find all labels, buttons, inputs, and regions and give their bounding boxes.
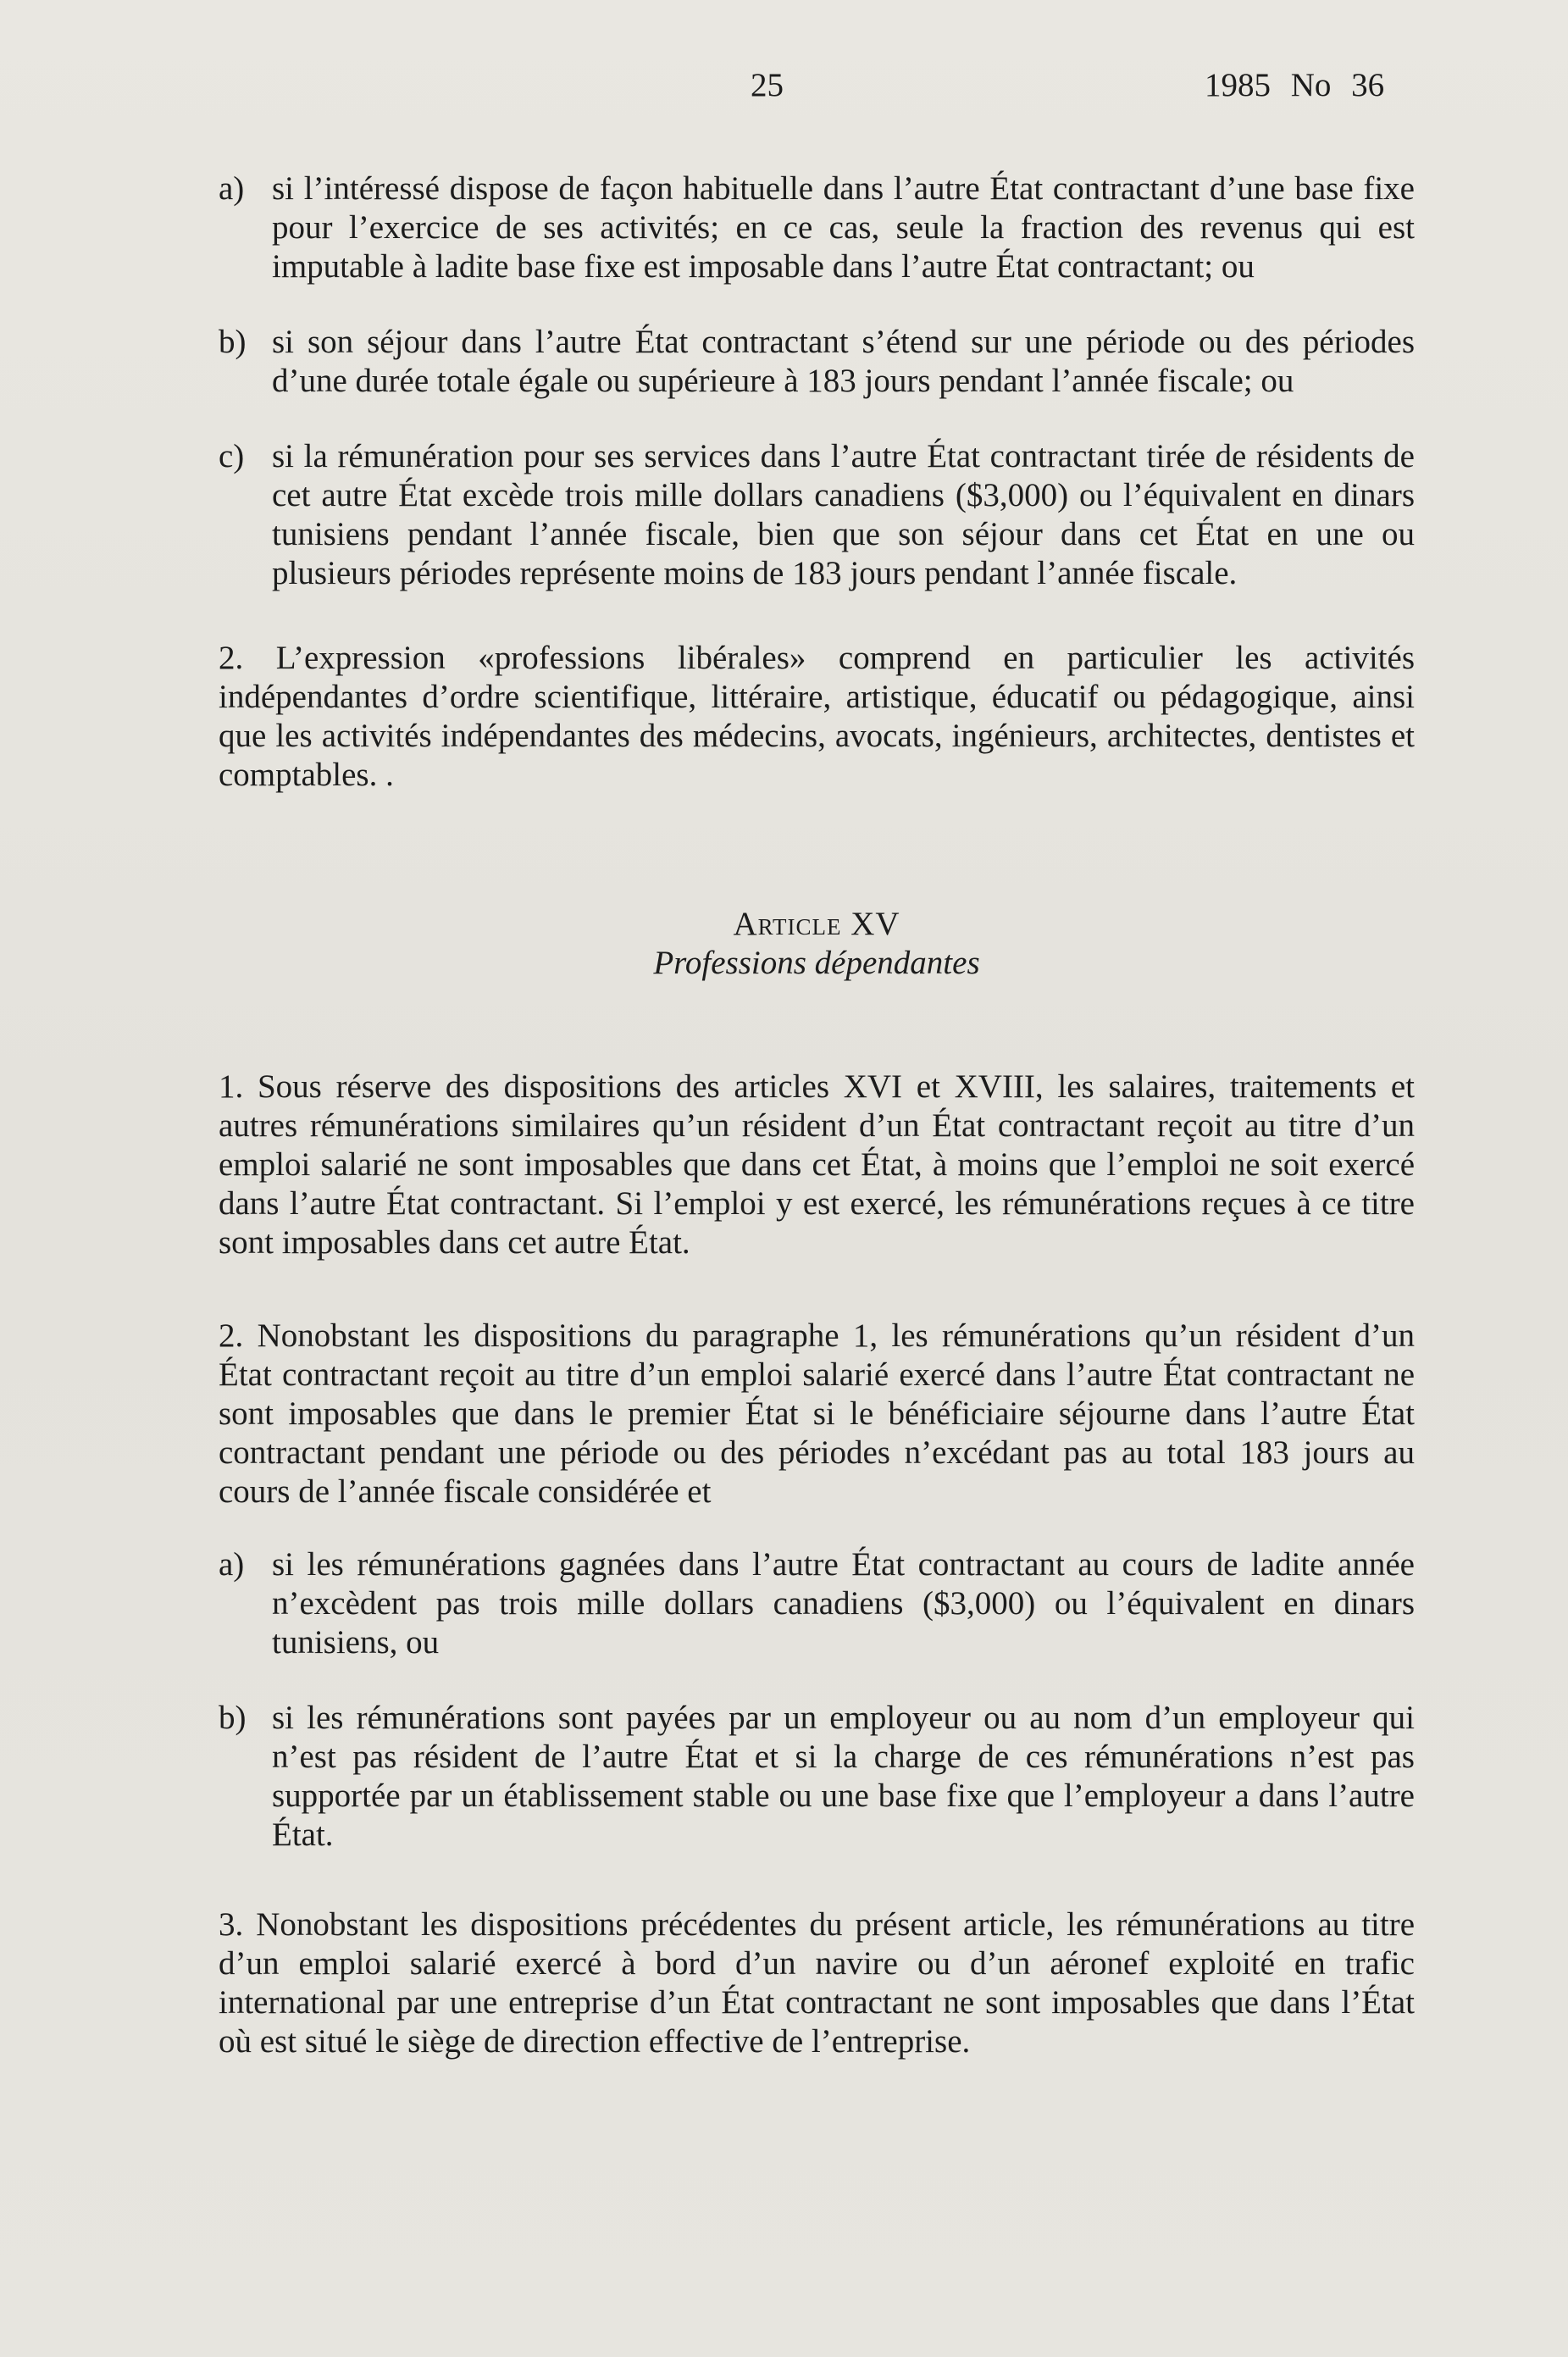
article-heading: [219, 905, 1415, 983]
paragraph-15-2: [219, 1317, 1415, 1511]
list-item-text: si l’intéressé dispose de façon habituelle dans l’autre État contractant d’une base fixe pour l’exercice de ses activités; en ce cas, seule la fraction des revenus qui est imputable à ladite base fixe est imposable dans l’autre État contractant; ou: [272, 170, 1415, 285]
list-item-text: si la rémunération pour ses services dans l’autre État contractant tirée de résidents de cet autre État excède trois mille dollars canadiens ($3,000) ou l’équivalent en dinars tunisiens pendant l’année fiscale, bien que son séjour dans cet État en une ou plusieurs périodes représente moins de 183 jours pendant l’année fiscale.: [272, 438, 1415, 591]
paragraph-15-3: [219, 1905, 1415, 2061]
list-item-label: a): [219, 170, 245, 207]
paragraph-text: L’expression «professions libérales» comprend en particulier les activités indépendantes d’ordre scientifique, littéraire, artistique, éducatif ou pédagogique, ainsi que les activités indépendantes des médecins, avocats, ingénieurs, architectes, dentistes et comptables. .: [219, 640, 1415, 793]
paragraph-text: Sous réserve des dispositions des articles XVI et XVIII, les salaires, traitements et autres rémunérations similaires qu’un résident d’un État contractant reçoit au titre d’un emploi salarié ne sont imposables que dans cet État, à moins que l’emploi ne soit exercé dans l’autre État contractant. Si l’emploi y est exercé, les rémunérations reçues à ce titre sont imposables dans cet autre État.: [219, 1068, 1416, 1261]
list-item-text: si les rémunérations gagnées dans l’autre État contractant au cours de ladite année n’excèdent pas trois mille dollars canadiens ($3,000) ou l’équivalent en dinars tunisiens, ou: [272, 1546, 1415, 1661]
paragraph-text: Nonobstant les dispositions précédentes du présent article, les rémunérations au titre d’un emploi salarié exercé à bord d’un navire ou d’un aéronef exploité en trafic international par une entreprise d’un État contractant ne sont imposables que dans l’État où est situé le siège de direction effective de l’entreprise.: [219, 1906, 1416, 2060]
article-subtitle: Professions dépendantes: [653, 945, 980, 981]
paragraph-number: 2.: [219, 1317, 244, 1354]
list-item-text: si son séjour dans l’autre État contractant s’étend sur une période ou des périodes d’une durée totale égale ou supérieure à 183 jours pendant l’année fiscale; ou: [272, 324, 1415, 399]
article-title: Article XV: [733, 906, 900, 942]
page-number: 25: [751, 67, 784, 103]
list-item-a: [219, 169, 1415, 286]
paragraph-text: Nonobstant les dispositions du paragraphe 1, les rémunérations qu’un résident d’un État contractant reçoit au titre d’un emploi salarié exercé dans l’autre État contractant ne sont imposables que dans le premier État si le bénéficiaire séjourne dans l’autre État contractant pendant une période ou des périodes n’excédant pas au total 183 jours au cours de l’année fiscale considérée et: [219, 1317, 1415, 1510]
page-header: [0, 66, 1568, 108]
paragraph-number: 3.: [219, 1906, 244, 1943]
document-body: [219, 169, 1415, 2100]
list-item-label: c): [219, 438, 245, 474]
list-item-label: b): [219, 324, 247, 360]
gazette-reference: 1985 No 36: [1205, 67, 1385, 103]
paragraph-15-1: [219, 1068, 1415, 1262]
list-item-b: [219, 323, 1415, 401]
list-item-label: a): [219, 1546, 245, 1583]
paragraph-number: 1.: [219, 1068, 244, 1105]
list-item-b: [219, 1699, 1415, 1855]
list-item-c: [219, 437, 1415, 593]
paragraph-number: 2.: [219, 640, 244, 676]
paragraph-liberal-professions: [219, 639, 1415, 795]
list-item-a: [219, 1545, 1415, 1662]
list-item-label: b): [219, 1700, 247, 1736]
list-item-text: si les rémunérations sont payées par un employeur ou au nom d’un employeur qui n’est pas résident de l’autre État et si la charge de ces rémunérations n’est pas supportée par un établissement stable ou une base fixe que l’employeur a dans l’autre État.: [272, 1700, 1415, 1853]
